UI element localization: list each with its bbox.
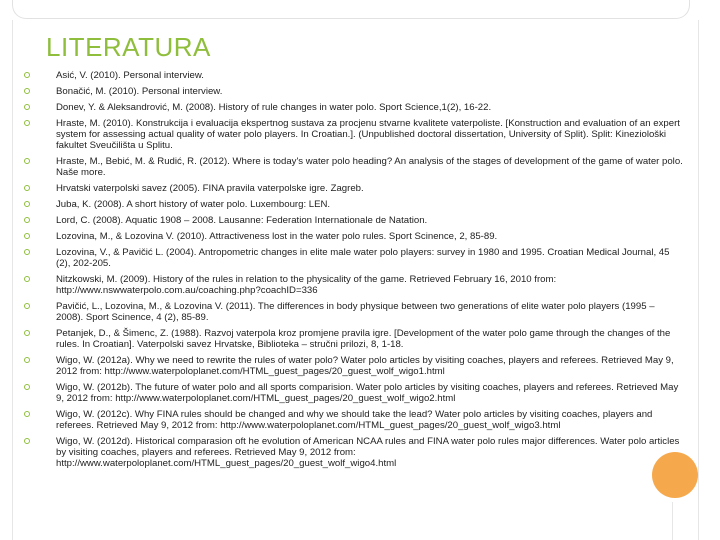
reference-item [14, 199, 690, 210]
reference-text: Lozovina, V., & Pavičić L. (2004). Antropometric changes in elite male water polo players: survey in 1980 and 1995. Croatian Medical Journal, 45 (2), 202-205. [56, 247, 670, 269]
reference-item [14, 231, 690, 242]
reference-item [14, 301, 690, 323]
reference-item [14, 355, 690, 377]
bullet-icon [24, 233, 30, 239]
reference-text: Asić, V. (2010). Personal interview. [56, 70, 204, 81]
bullet-icon [24, 185, 30, 191]
reference-list [14, 70, 690, 474]
reference-text: Nitzkowski, M. (2009). History of the rules in relation to the physicality of the game. Retrieved February 16, 2010 from: http://www.nswwaterpolo.com.au/coaching.php?coachID=336 [56, 274, 557, 296]
bullet-icon [24, 303, 30, 309]
reference-text: Lozovina, M., & Lozovina V. (2010). Attractiveness lost in the water polo rules. Sport Scinence, 2, 85-89. [56, 231, 498, 242]
bullet-icon [24, 384, 30, 390]
bullet-icon [24, 330, 30, 336]
reference-item [14, 156, 690, 178]
slide-title: LITERATURA [46, 32, 211, 62]
bullet-icon [24, 201, 30, 207]
bullet-icon [24, 88, 30, 94]
reference-text: Donev, Y. & Aleksandrović, M. (2008). History of rule changes in water polo. Sport Science,1(2), 16-22. [56, 102, 492, 113]
bullet-icon [24, 158, 30, 164]
reference-text: Hrvatski vaterpolski savez (2005). FINA pravila vaterpolske igre. Zagreb. [56, 183, 364, 194]
reference-text: Wigo, W. (2012b). The future of water polo and all sports comparision. Water polo articles by visiting coaches, players and referees. Retrieved May 9, 2012 from: http://www.waterpoloplanet.com/HTML_guest_pages/20_guest_wolf_wigo2.html [56, 382, 679, 404]
reference-text: Pavičić, L., Lozovina, M., & Lozovina V. (2011). The differences in body physique between two generations of elite water polo players (1995 – 2008). Sport Scinence, 4 (2), 85-89. [56, 301, 655, 323]
reference-item [14, 436, 690, 469]
reference-item [14, 274, 690, 296]
reference-text: Wigo, W. (2012a). Why we need to rewrite the rules of water polo? Water polo articles by visiting coaches, players and referees. Retrieved May 9, 2012 from: http://www.waterpoloplanet.com/HTML_guest_pages/20_guest_wolf_wigo1.html [56, 355, 674, 377]
reference-text: Juba, K. (2008). A short history of water polo. Luxembourg: LEN. [56, 199, 331, 210]
decorative-line [672, 502, 673, 540]
reference-item [14, 409, 690, 431]
bullet-icon [24, 276, 30, 282]
reference-text: Lord, C. (2008). Aquatic 1908 – 2008. Lausanne: Federation Internationale de Natation. [56, 215, 428, 226]
bullet-icon [24, 217, 30, 223]
reference-item [14, 247, 690, 269]
reference-text: Bonačić, M. (2010). Personal interview. [56, 86, 223, 97]
bullet-icon [24, 249, 30, 255]
reference-text: Hraste, M. (2010). Konstrukcija i evaluacija ekspertnog sustava za procjenu stvarne kvalitete vaterpoliste. [Konstruction and evaluation of an expert system for assessing actual quality of water polo players. In Croatian.]. (Unpublished doctoral dissertation, University of Split). Split: Kineziološki fakultet Sveučilišta u Splitu. [56, 118, 680, 151]
reference-item [14, 102, 690, 113]
reference-text: Hraste, M., Bebić, M. & Rudić, R. (2012). Where is today's water polo heading? An analysis of the stages of development of the game of water polo. Naše more. [56, 156, 683, 178]
bullet-icon [24, 120, 30, 126]
bullet-icon [24, 357, 30, 363]
reference-item [14, 215, 690, 226]
bullet-icon [24, 72, 30, 78]
bullet-icon [24, 104, 30, 110]
reference-item [14, 70, 690, 81]
reference-text: Wigo, W. (2012c). Why FINA rules should be changed and why we should take the lead? Water polo articles by visiting coaches, players and referees. Retrieved May 9, 2012 from: http://www.waterpoloplanet.com/HTML_guest_pages/20_guest_wolf_wigo3.html [56, 409, 653, 431]
reference-item [14, 118, 690, 151]
reference-text: Petanjek, D., & Šimenc, Z. (1988). Razvoj vaterpola kroz promjene pravila igre. [Development of the water polo game through the changes of the rules. In Croatian]. Vaterpolski savez Hrvatske, Biblioteka – stručni prilozi, 8, 1-18. [56, 328, 671, 350]
bullet-icon [24, 438, 30, 444]
reference-item [14, 86, 690, 97]
reference-text: Wigo, W. (2012d). Historical comparasion oft he evolution of American NCAA rules and FINA water polo rules major differences. Water polo articles by visiting coaches, players and referees. Retrieved May 9, 2012 from: http://www.waterpoloplanet.com/HTML_guest_pages/20_guest_wolf_wigo4.html [56, 436, 680, 469]
reference-item [14, 328, 690, 350]
bullet-icon [24, 411, 30, 417]
reference-item [14, 183, 690, 194]
reference-item [14, 382, 690, 404]
decorative-orange-circle [652, 452, 698, 498]
frame-top-border [12, 0, 690, 19]
